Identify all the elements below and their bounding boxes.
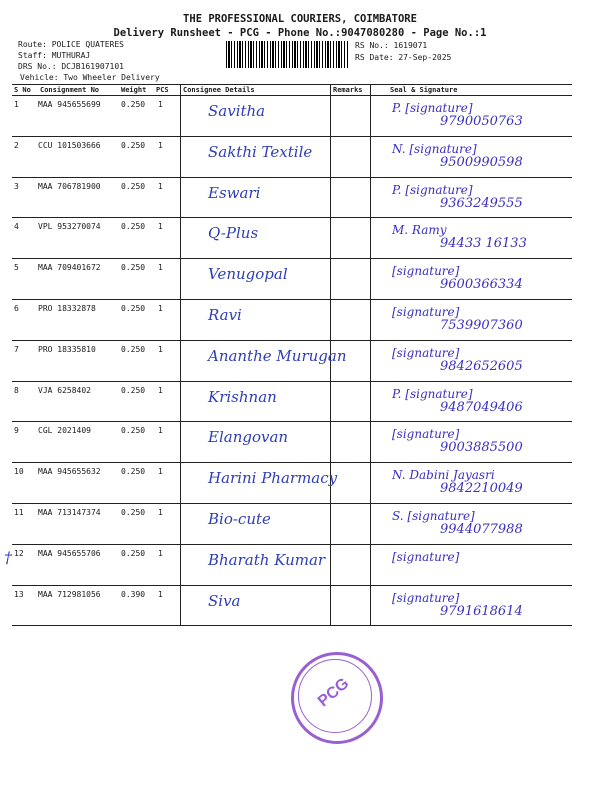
signature-phone: 9791618614 bbox=[440, 603, 523, 619]
column-header-remarks: Remarks bbox=[333, 86, 363, 94]
consignment-number: PRO 18335810 bbox=[38, 344, 96, 354]
consignment-number: PRO 18332878 bbox=[38, 304, 96, 313]
signature-phone: 9500990598 bbox=[440, 154, 523, 170]
consignee-name: Bharath Kumar bbox=[208, 550, 326, 569]
pcs-value: 1 bbox=[158, 263, 163, 273]
pcs-value: 1 bbox=[158, 181, 163, 191]
column-header-signature: Seal & Signature bbox=[390, 86, 458, 94]
signature-name: P. [signature] bbox=[392, 386, 473, 401]
consignee-name: Harini Pharmacy bbox=[208, 469, 338, 488]
row-divider bbox=[12, 625, 572, 626]
row-divider bbox=[12, 381, 572, 382]
consignment-number: CGL 2021409 bbox=[38, 426, 91, 436]
signature-phone: 9003885500 bbox=[440, 440, 523, 456]
row-number: 12 bbox=[14, 548, 24, 558]
consignment-number: MAA 712981056 bbox=[38, 589, 101, 599]
consignment-number: MAA 713147374 bbox=[38, 508, 101, 517]
row-number: 2 bbox=[14, 140, 19, 150]
signature-name: P. [signature] bbox=[392, 101, 473, 115]
consignment-number: MAA 945655699 bbox=[38, 100, 101, 109]
row-divider bbox=[12, 136, 572, 137]
row-number: 8 bbox=[14, 385, 19, 395]
column-divider bbox=[370, 84, 371, 625]
signature-name: S. [signature] bbox=[392, 509, 475, 523]
row-number: 13 bbox=[14, 589, 24, 599]
signature-phone: 9842210049 bbox=[440, 481, 523, 497]
signature-name: N. Dabini Jayasri bbox=[392, 468, 495, 483]
pcs-value: 1 bbox=[158, 140, 163, 150]
pcs-value: 1 bbox=[158, 222, 163, 232]
weight-value: 0.250 bbox=[121, 385, 146, 395]
consignee-name: Eswari bbox=[208, 183, 261, 202]
weight-value: 0.390 bbox=[121, 589, 146, 599]
row-number: 9 bbox=[14, 426, 19, 436]
row-number: 4 bbox=[14, 222, 19, 232]
weight-value: 0.250 bbox=[121, 304, 146, 313]
staff-label: Staff: MUTHURAJ bbox=[18, 51, 91, 60]
consignee-name: Sakthi Textile bbox=[208, 142, 313, 161]
consignee-name: Krishnan bbox=[208, 387, 277, 406]
rs-number: RS No.: 1619071 bbox=[355, 41, 428, 50]
signature-name: [signature] bbox=[392, 345, 460, 360]
signature-phone: 94433 16133 bbox=[440, 236, 527, 252]
pcs-value: 1 bbox=[158, 467, 163, 477]
signature-phone: 9944077988 bbox=[440, 522, 523, 537]
barcode-image bbox=[226, 41, 348, 68]
consignment-number: MAA 945655632 bbox=[38, 467, 101, 477]
weight-value: 0.250 bbox=[121, 467, 146, 477]
signature-name: [signature] bbox=[392, 427, 460, 442]
header-divider bbox=[12, 95, 572, 96]
pcs-value: 1 bbox=[158, 589, 163, 599]
signature-phone: 9842652605 bbox=[440, 358, 523, 374]
row-divider bbox=[12, 421, 572, 422]
row-number: 5 bbox=[14, 263, 19, 273]
consignee-name: Ravi bbox=[208, 306, 242, 324]
row-divider bbox=[12, 258, 572, 259]
pcs-value: 1 bbox=[158, 304, 163, 313]
row-divider bbox=[12, 299, 572, 300]
row-divider bbox=[12, 544, 572, 545]
consignment-number: CCU 101503666 bbox=[38, 140, 101, 150]
signature-phone: 9600366334 bbox=[440, 277, 523, 293]
signature-name: [signature] bbox=[392, 264, 460, 279]
row-number: 6 bbox=[14, 304, 19, 313]
pcs-value: 1 bbox=[158, 508, 163, 517]
row-number: 11 bbox=[14, 508, 24, 517]
signature-phone: 9487049406 bbox=[440, 399, 523, 415]
column-header-consignment: Consignment No bbox=[40, 86, 100, 94]
row-divider bbox=[12, 340, 572, 341]
signature-phone: 9363249555 bbox=[440, 195, 523, 211]
column-header-weight: Weight bbox=[121, 86, 147, 94]
weight-value: 0.250 bbox=[121, 344, 146, 354]
signature-phone: 9790050763 bbox=[440, 114, 523, 129]
weight-value: 0.250 bbox=[121, 100, 146, 109]
route-label: Route: POLICE QUATERES bbox=[18, 40, 124, 49]
column-divider bbox=[180, 84, 181, 625]
weight-value: 0.250 bbox=[121, 426, 146, 436]
runsheet-subtitle: Delivery Runsheet - PCG - Phone No.:9047080280 - Page No.:1 bbox=[113, 27, 487, 39]
weight-value: 0.250 bbox=[121, 548, 146, 558]
row-divider bbox=[12, 217, 572, 218]
signature-name: P. [signature] bbox=[392, 182, 473, 197]
row-number: 10 bbox=[14, 467, 24, 477]
row-number: 1 bbox=[14, 100, 19, 109]
signature-phone: 7539907360 bbox=[440, 318, 523, 333]
strike-mark: † bbox=[4, 548, 12, 567]
signature-name: [signature] bbox=[392, 305, 460, 319]
table-top-border bbox=[12, 84, 572, 85]
signature-name: [signature] bbox=[392, 549, 460, 564]
signature-name: N. [signature] bbox=[392, 141, 477, 156]
consignee-name: Ananthe Murugan bbox=[208, 346, 347, 365]
consignment-number: VPL 953270074 bbox=[38, 222, 101, 232]
pcs-value: 1 bbox=[158, 100, 163, 109]
signature-name: M. Ramy bbox=[392, 223, 447, 238]
column-header-sno: S No bbox=[14, 86, 31, 94]
consignee-name: Elangovan bbox=[208, 428, 289, 447]
weight-value: 0.250 bbox=[121, 181, 146, 191]
pcs-value: 1 bbox=[158, 385, 163, 395]
row-divider bbox=[12, 177, 572, 178]
consignee-name: Venugopal bbox=[208, 265, 288, 284]
consignment-number: MAA 706781900 bbox=[38, 181, 101, 191]
consignee-name: Q-Plus bbox=[208, 224, 259, 243]
weight-value: 0.250 bbox=[121, 222, 146, 232]
weight-value: 0.250 bbox=[121, 263, 146, 273]
column-header-pcs: PCS bbox=[156, 86, 169, 94]
consignee-name: Siva bbox=[208, 591, 241, 610]
row-divider bbox=[12, 462, 572, 463]
signature-name: [signature] bbox=[392, 590, 460, 605]
row-number: 7 bbox=[14, 344, 19, 354]
weight-value: 0.250 bbox=[121, 140, 146, 150]
pcg-seal-stamp bbox=[291, 652, 383, 744]
stamp-text: PCG bbox=[314, 674, 353, 711]
vehicle-label: Vehicle: Two Wheeler Delivery bbox=[20, 73, 160, 82]
consignee-name: Bio-cute bbox=[208, 510, 271, 528]
row-divider bbox=[12, 585, 572, 586]
pcs-value: 1 bbox=[158, 548, 163, 558]
consignee-name: Savitha bbox=[208, 102, 266, 120]
company-title: THE PROFESSIONAL COURIERS, COIMBATORE bbox=[183, 13, 417, 25]
consignment-number: VJA 6258402 bbox=[38, 385, 91, 395]
row-divider bbox=[12, 503, 572, 504]
row-number: 3 bbox=[14, 181, 19, 191]
consignment-number: MAA 945655706 bbox=[38, 548, 101, 558]
column-header-consignee: Consignee Details bbox=[183, 86, 255, 94]
pcs-value: 1 bbox=[158, 344, 163, 354]
drs-label: DRS No.: DCJB161907101 bbox=[18, 62, 124, 71]
weight-value: 0.250 bbox=[121, 508, 146, 517]
consignment-number: MAA 709401672 bbox=[38, 263, 101, 273]
rs-date: RS Date: 27-Sep-2025 bbox=[355, 53, 452, 62]
pcs-value: 1 bbox=[158, 426, 163, 436]
